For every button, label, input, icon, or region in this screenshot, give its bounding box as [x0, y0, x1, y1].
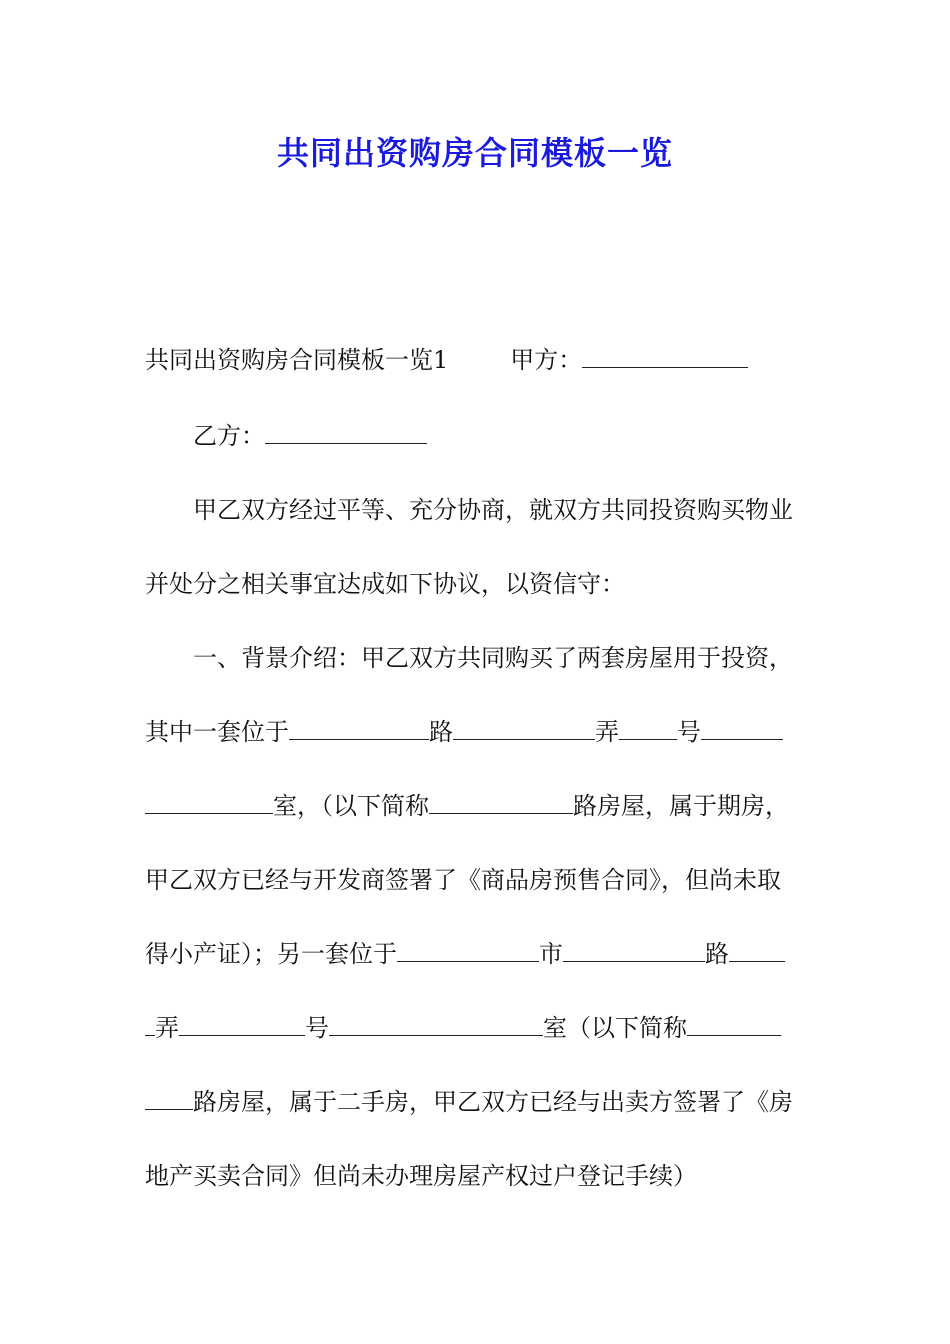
section1-line7	[145, 1086, 805, 1118]
short-name-blank	[145, 1087, 193, 1110]
number-blank	[179, 1013, 305, 1036]
text-segment: 得小产证）；另一套位于	[145, 940, 397, 968]
text-segment: 室，（以下简称	[273, 792, 429, 820]
section1-line3	[145, 790, 805, 822]
document-title: 共同出资购房合同模板一览	[276, 134, 673, 172]
text-segment: 弄	[595, 718, 619, 746]
party-a-label: 甲方：	[510, 346, 583, 374]
lane-blank	[453, 717, 595, 740]
text-segment: 路房屋，属于二手房，甲乙双方已经与出卖方签署了《房	[193, 1088, 793, 1116]
text-segment: 号	[305, 1014, 329, 1042]
section1-line6	[145, 1012, 805, 1044]
party-b-label: 乙方：	[193, 422, 265, 450]
road-blank	[289, 717, 429, 740]
road-blank	[563, 939, 705, 962]
paragraph1-line2: 并处分之相关事宜达成如下协议，以资信守：	[145, 570, 625, 598]
room-blank	[329, 1013, 543, 1036]
section1-line4: 甲乙双方已经与开发商签署了《商品房预售合同》，但尚未取	[145, 866, 781, 894]
party-b-blank	[265, 421, 427, 444]
lane-blank	[145, 1013, 155, 1036]
city-blank	[397, 939, 539, 962]
contract-heading: 共同出资购房合同模板一览1	[145, 346, 449, 374]
text-segment: 弄	[155, 1014, 179, 1042]
text-segment: 室（以下简称	[543, 1014, 687, 1042]
section1-line5	[145, 938, 805, 970]
party-a-blank	[582, 345, 748, 368]
text-segment: 其中一套位于	[145, 718, 289, 746]
text-segment: 号	[677, 718, 701, 746]
paragraph1-line1: 甲乙双方经过平等、充分协商，就双方共同投资购买物业	[193, 496, 793, 524]
number-blank	[619, 717, 677, 740]
text-segment: 路	[705, 940, 729, 968]
text-segment: 市	[539, 940, 563, 968]
room-blank	[701, 717, 783, 740]
section1-line1: 一、背景介绍：甲乙双方共同购买了两套房屋用于投资，	[193, 644, 793, 672]
party-b-line	[193, 420, 805, 452]
short-name-blank	[429, 791, 573, 814]
section1-line2	[145, 716, 805, 748]
room-blank	[145, 791, 273, 814]
text-segment: 路房屋，属于期房，	[573, 792, 789, 820]
heading-line	[145, 344, 805, 376]
lane-blank	[729, 939, 785, 962]
text-segment: 路	[429, 718, 453, 746]
short-name-blank	[687, 1013, 781, 1036]
section1-line8: 地产买卖合同》但尚未办理房屋产权过户登记手续）	[145, 1162, 697, 1190]
